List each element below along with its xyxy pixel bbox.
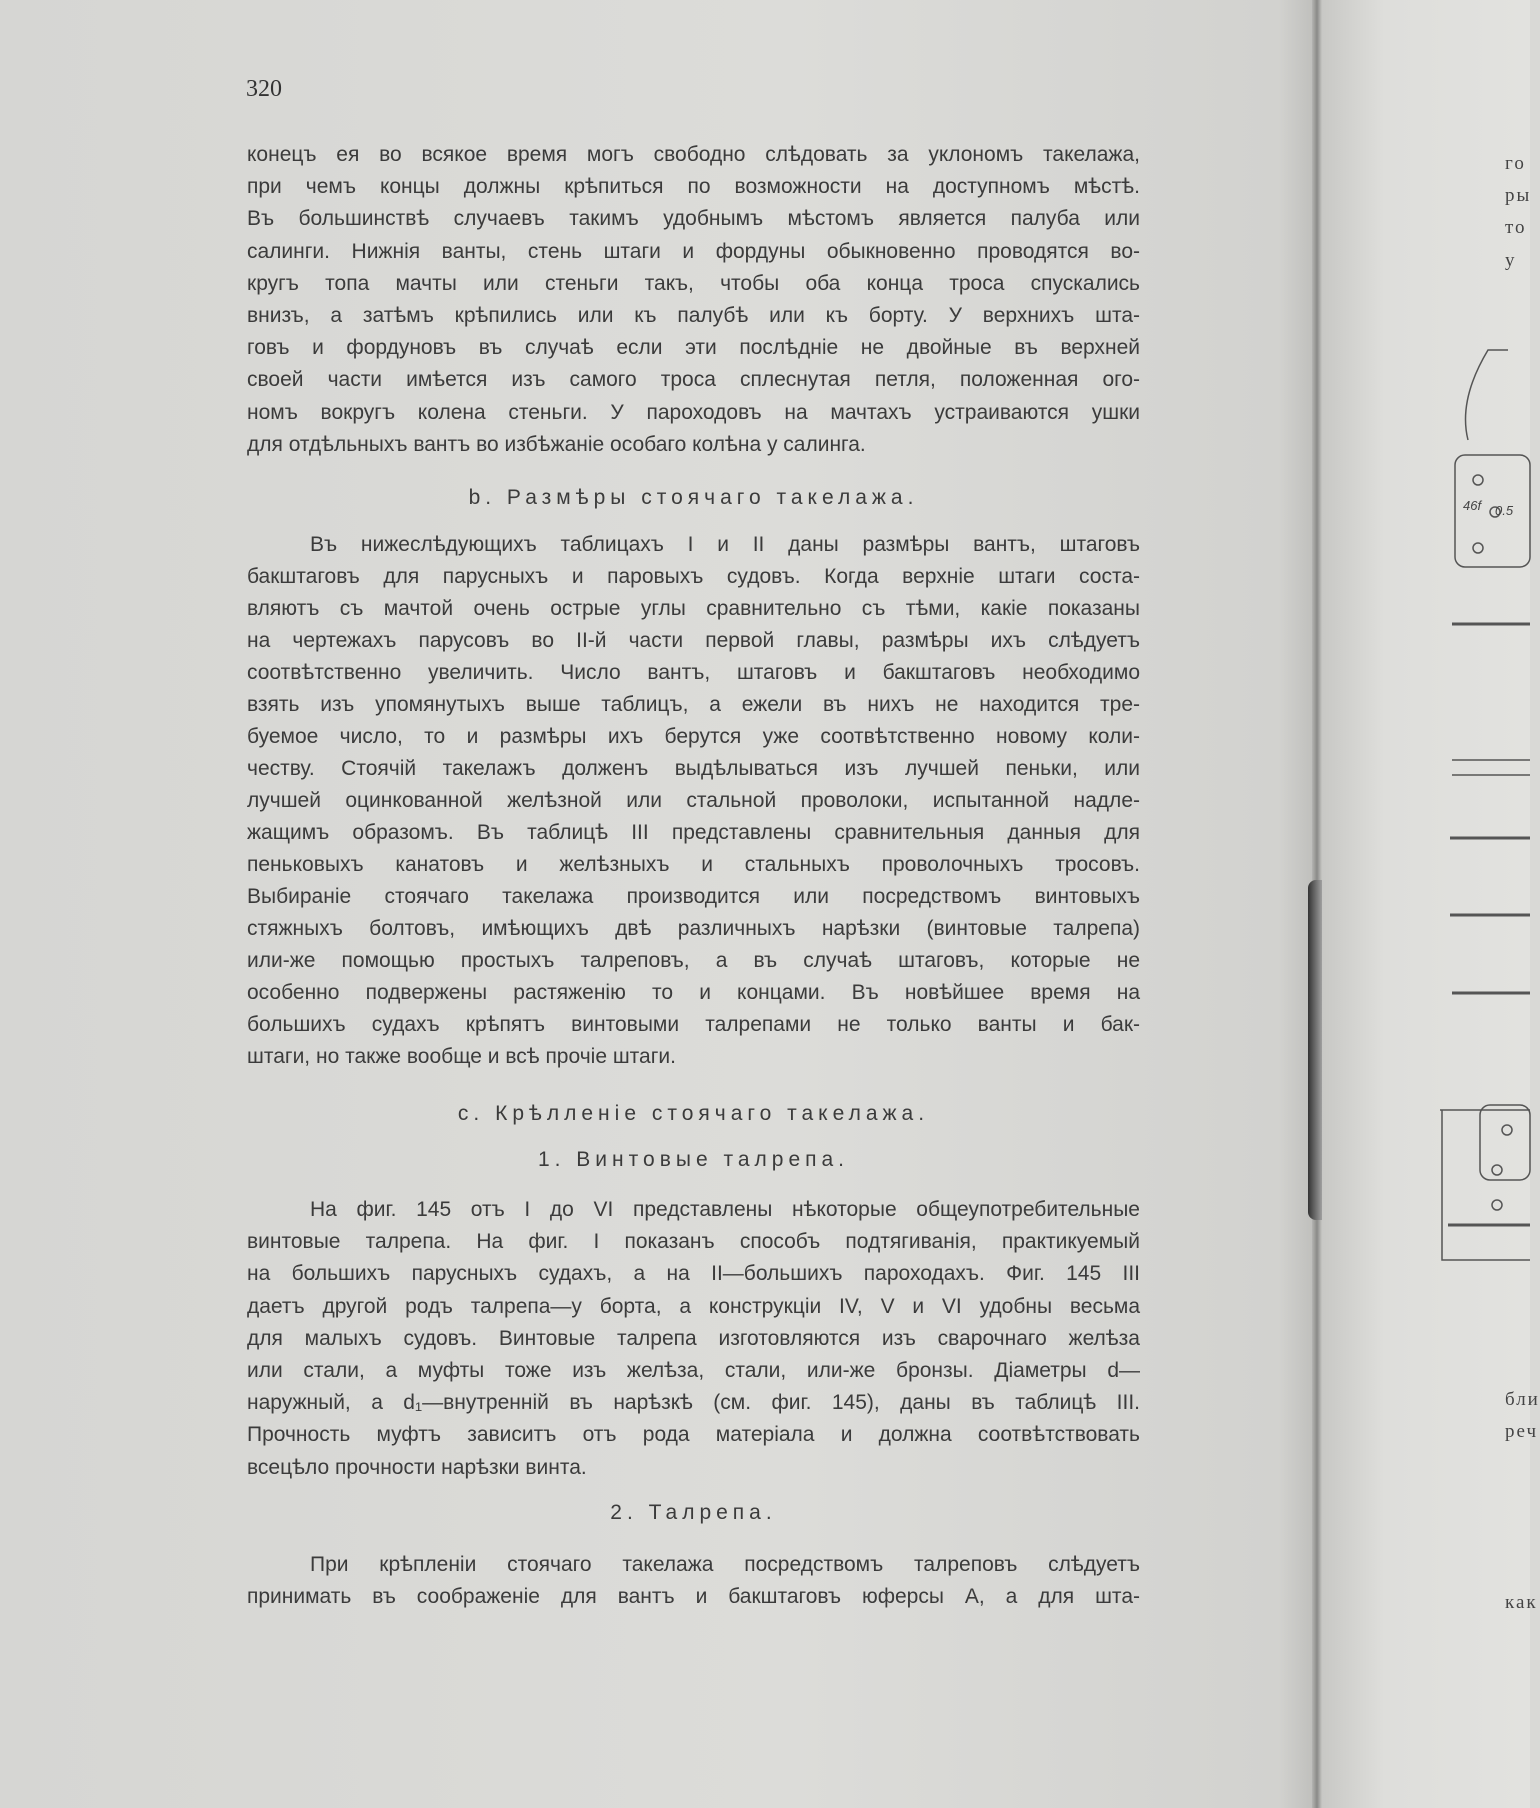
- text-line: честву. Стоячій такелажъ долженъ выдѣлываться изъ лучшей пеньки, или: [247, 757, 1140, 780]
- figure-plate-bottom: [1480, 1105, 1530, 1180]
- text-line: на чертежахъ парусовъ во II-й части первой главы, размѣры ихъ слѣдуетъ: [247, 629, 1140, 652]
- text-line: для малыхъ судовъ. Винтовые талрепа изготовляются изъ сварочнаго желѣза: [247, 1326, 1140, 1350]
- text-line: На фиг. 145 отъ I до VI представлены нѣкоторые общеупотребительные: [310, 1198, 1140, 1221]
- text-line: особенно подвержены растяженію то и концами. Въ новѣйшее время на: [247, 981, 1140, 1004]
- text-line: салинги. Нижнія ванты, стень штаги и фордуны обыкновенно проводятся во-: [247, 239, 1140, 263]
- text-line: принимать въ соображеніе для вантъ и бакштаговъ юферсы A, а для шта-: [247, 1585, 1140, 1609]
- text-line: говъ и фордуновъ въ случаѣ если эти послѣдніе не двойные въ верхней: [247, 336, 1140, 360]
- right-page-fragment: как: [1505, 1592, 1538, 1613]
- text-line: конецъ ея во всякое время могъ свободно слѣдовать за уклономъ такелажа,: [247, 143, 1140, 166]
- text-line: своей части имѣется изъ самого троса сплеснутая петля, положенная ого-: [247, 368, 1140, 392]
- text-line: лучшей оцинкованной желѣзной или стальной проволоки, испытанной надле-: [247, 789, 1140, 812]
- right-page-fragment: ры: [1505, 185, 1532, 206]
- section-heading: 1. Винтовые талрепа.: [537, 1148, 850, 1171]
- text-line: для отдѣльныхъ вантъ во избѣжаніе особаго колѣна у салинга.: [247, 432, 866, 456]
- page-number: 320: [246, 76, 282, 102]
- figure-label: 0.5: [1495, 503, 1514, 518]
- section-heading: 2. Талрепа.: [610, 1501, 777, 1524]
- section-heading: b. Размѣры стоячаго такелажа.: [468, 486, 919, 509]
- text-line: пеньковыхъ канатовъ и желѣзныхъ и стальныхъ проволочныхъ тросовъ.: [247, 853, 1140, 876]
- text-line: номъ вокругъ колена стеньги. У пароходовъ на мачтахъ устраиваются ушки: [247, 400, 1140, 424]
- text-line: Въ нижеслѣдующихъ таблицахъ I и II даны размѣры вантъ, штаговъ: [310, 533, 1140, 556]
- text-line: буемое число, то и размѣры ихъ берутся уже соотвѣтственно новому коли-: [247, 725, 1140, 748]
- text-line: вляютъ съ мачтой очень острые углы сравнительно съ тѣми, какіе показаны: [247, 597, 1140, 620]
- text-line: стяжныхъ болтовъ, имѣющихъ двѣ различныхъ нарѣзки (винтовые талрепа): [247, 917, 1140, 940]
- text-line: внизъ, а затѣмъ крѣпились или къ палубѣ или къ борту. У верхнихъ шта-: [247, 304, 1140, 327]
- text-line: всецѣло прочности нарѣзки винта.: [247, 1455, 587, 1479]
- text-line: на большихъ парусныхъ судахъ, а на II—большихъ пароходахъ. Фиг. 145 III: [247, 1262, 1140, 1286]
- text-line: штаги, но также вообще и всѣ прочіе штаги.: [247, 1045, 676, 1068]
- figure-sketch-top: [1466, 350, 1509, 440]
- right-page-fragment: реч: [1505, 1421, 1539, 1442]
- right-page-fragment: у: [1505, 250, 1517, 271]
- right-page-fragment: то: [1505, 217, 1527, 238]
- right-page-fragment: го: [1505, 153, 1526, 174]
- text-line: Въ большинствѣ случаевъ такимъ удобнымъ мѣстомъ является палуба или: [247, 207, 1140, 231]
- figure-frame-bottom: [1440, 1110, 1530, 1260]
- text-line: или стали, а муфты тоже изъ желѣза, стали, или-же бронзы. Діаметры d—: [247, 1359, 1140, 1382]
- text-line: Выбираніе стоячаго такелажа производится или посредствомъ винтовыхъ: [247, 885, 1140, 908]
- text-line: соотвѣтственно увеличить. Число вантъ, штаговъ и бакштаговъ необходимо: [247, 661, 1140, 684]
- text-line: даетъ другой родъ талрепа—у борта, а конструкціи IV, V и VI удобны весьма: [247, 1294, 1140, 1318]
- section-heading: c. Крѣлленіе стоячаго такелажа.: [457, 1102, 930, 1125]
- text-line: или-же помощью простыхъ талреповъ, а въ случаѣ штаговъ, которые не: [247, 949, 1140, 972]
- text-line: жащимъ образомъ. Въ таблицѣ III представлены сравнительныя данныя для: [247, 821, 1140, 844]
- text-line: При крѣпленіи стоячаго такелажа посредствомъ талреповъ слѣдуетъ: [310, 1553, 1140, 1576]
- text-line: взять изъ упомянутыхъ выше таблицъ, а ежели въ нихъ не находится тре-: [247, 693, 1140, 716]
- right-page-fragment: бли: [1505, 1389, 1540, 1410]
- text-line: наружный, а d₁—внутренній въ нарѣзкѣ (см. фиг. 145), даны въ таблицѣ III.: [247, 1391, 1140, 1415]
- text-line: винтовые талрепа. На фиг. I показанъ способъ подтягиванія, практикуемый: [247, 1230, 1140, 1254]
- text-line: большихъ судахъ крѣпятъ винтовыми талрепами не только ванты и бак-: [247, 1013, 1140, 1036]
- text-line: Прочность муфтъ зависитъ отъ рода матеріала и должна соотвѣтствовать: [247, 1423, 1140, 1447]
- text-line: при чемъ концы должны крѣпиться по возможности на доступномъ мѣстѣ.: [247, 175, 1140, 199]
- text-line: бакштаговъ для парусныхъ и паровыхъ судовъ. Когда верхніе штаги соста-: [247, 565, 1140, 588]
- figure-label: 46f: [1463, 498, 1482, 513]
- text-line: кругъ топа мачты или стеньги такъ, чтобы оба конца троса спускались: [247, 271, 1140, 295]
